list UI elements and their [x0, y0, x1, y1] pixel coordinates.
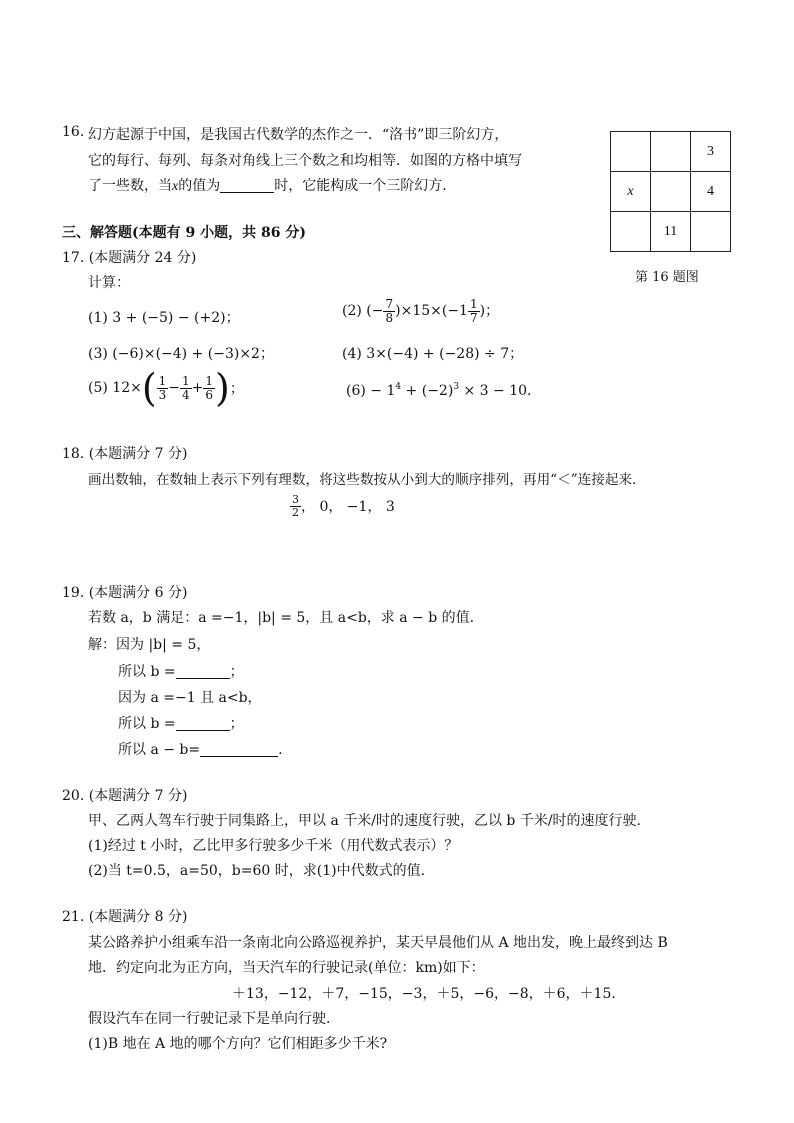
- q19-step-1-semicolon: ；: [229, 664, 244, 680]
- q17-part2-label: (2) (−: [342, 303, 384, 320]
- q17-header: 17. (本题满分 24 分): [62, 250, 197, 266]
- q18-text: 画出数轴，在数轴上表示下列有理数，将这些数按从小到大的顺序排列，再用“＜”连接起来.: [88, 472, 637, 488]
- grid-cell: [651, 172, 691, 212]
- fraction-denominator: 6: [205, 387, 214, 402]
- q17-part6-a: (6) − 1: [346, 383, 396, 399]
- fraction-numerator: 3: [292, 493, 299, 506]
- q17-part5: [88, 366, 244, 410]
- fraction-denominator: 7: [469, 310, 478, 325]
- section-title: 三、解答题(本题有 9 小题，共 86 分): [62, 225, 306, 241]
- q19-step-3-semicolon: ；: [229, 716, 244, 732]
- q17-part5-op1: −: [168, 380, 181, 396]
- q16-line1: 幻方起源于中国，是我国古代数学的杰作之一．“洛书”即三阶幻方，: [88, 127, 509, 143]
- q21-driving-record: ＋13，−12，＋7，−15，−3，＋5，−6，−8，＋6，＋15.: [232, 986, 616, 1002]
- q19-blank-1[interactable]: [176, 664, 230, 679]
- q17-part1: (1) 3 + (−5) − (+2)；: [88, 310, 240, 326]
- q17-part6-c: × 3 − 10.: [459, 383, 532, 399]
- q16-line3-a: 了一些数，当: [88, 178, 172, 194]
- q17-part5-op2: +: [191, 380, 204, 396]
- grid-cell: [611, 212, 651, 252]
- grid-cell: [651, 132, 691, 172]
- q17-part4: (4) 3×(−4) + (−28) ÷ 7；: [342, 346, 524, 362]
- q16-var-x: x: [172, 179, 179, 194]
- q18-fraction: [290, 494, 301, 518]
- q19-step-1: [118, 661, 244, 681]
- grid-cell: [691, 212, 731, 252]
- q16-line3-b: 的值为: [178, 178, 221, 194]
- q21-line1: 某公路养护小组乘车沿一条南北向公路巡视养护，某天早晨他们从 A 地出发，晚上最终到达 B: [88, 935, 668, 951]
- q17-part5-fraction-2: [180, 375, 192, 401]
- magic-square-grid: [610, 131, 731, 252]
- q17-part2: [342, 298, 499, 324]
- grid-cell: [611, 132, 651, 172]
- q16-line3-c: 时，它能构成一个三阶幻方．: [274, 178, 457, 194]
- q19-step-4: [118, 739, 283, 759]
- q17-intro: 计算：: [88, 275, 130, 291]
- q18-numbers: [290, 494, 395, 518]
- q21-line4: 假设汽车在同一行驶记录下是单向行驶.: [88, 1011, 331, 1027]
- q16-figure-caption: 第 16 题图: [635, 270, 699, 285]
- q19-step-3: [118, 713, 244, 733]
- grid-cell: 3: [691, 132, 731, 172]
- q17-part5-end: ；: [229, 381, 244, 397]
- q17-part6-exponent-1: 4: [395, 382, 402, 392]
- right-paren: ): [215, 366, 230, 410]
- q19-blank-2[interactable]: [176, 716, 230, 731]
- q17-part6: [346, 382, 531, 399]
- q17-part5-fraction-1: [157, 375, 169, 401]
- q17-part2-end: )；: [479, 303, 500, 320]
- grid-cell: 4: [691, 172, 731, 212]
- q17-part6-exponent-2: 3: [453, 382, 460, 392]
- grid-cell: [611, 172, 651, 212]
- q20-part2: (2)当 t=0.5，a=50，b=60 时，求(1)中代数式的值.: [88, 863, 426, 879]
- q17-part6-b: + (−2): [401, 383, 454, 399]
- q16-answer-blank[interactable]: [220, 178, 274, 193]
- q21-header: 21. (本题满分 8 分): [62, 909, 188, 925]
- q16-line3: [88, 175, 456, 195]
- q17-part5-fraction-3: [203, 375, 215, 401]
- fraction-denominator: 2: [292, 505, 299, 519]
- q18-number-list: ， 0， −1， 3: [301, 499, 395, 516]
- q19-step-3-text: 所以 b =: [118, 716, 176, 732]
- fraction-numerator: 1: [182, 373, 190, 388]
- fraction-numerator: 1: [469, 297, 478, 311]
- q20-part1: (1)经过 t 小时，乙比甲多行驶多少千米（用代数式表示）？: [88, 838, 459, 854]
- fraction-denominator: 8: [385, 310, 394, 325]
- q19-step-4-text: 所以 a − b=: [118, 742, 201, 758]
- q17-part2-fraction: [383, 298, 395, 324]
- q19-step-4-period: .: [278, 742, 283, 758]
- q19-problem: 若数 a，b 满足：a =−1，|b| = 5，且 a<b，求 a − b 的值.: [88, 610, 475, 626]
- q21-line2: 地．约定向北为正方向，当天汽车的行驶记录(单位：km)如下：: [88, 960, 485, 976]
- q21-part1: (1)B 地在 A 地的哪个方向？它们相距多少千米?: [88, 1036, 388, 1052]
- fraction-numerator: 1: [158, 373, 167, 388]
- q20-header: 20. (本题满分 7 分): [62, 788, 188, 804]
- grid-var-x: x: [627, 183, 634, 199]
- left-paren: (: [141, 366, 157, 410]
- fraction-denominator: 4: [182, 387, 190, 402]
- q17-part2-mid: )×15×(−1: [395, 303, 468, 320]
- fraction-numerator: 1: [205, 373, 214, 388]
- q19-step-2: 因为 a =−1 且 a<b，: [118, 690, 262, 706]
- q16-line2: 它的每行、每列、每条对角线上三个数之和均相等．如图的方格中填写: [88, 153, 522, 169]
- q20-line1: 甲、乙两人驾车行驶于同集路上，甲以 a 千米/时的速度行驶，乙以 b 千米/时的速度行驶.: [88, 813, 641, 829]
- fraction-denominator: 3: [158, 387, 167, 402]
- q17-part5-label: (5) 12×: [88, 380, 142, 396]
- q19-header: 19. (本题满分 6 分): [62, 585, 188, 601]
- q19-blank-3[interactable]: [200, 742, 278, 757]
- grid-cell: 11: [651, 212, 691, 252]
- q19-solution-start: 解：因为 |b| = 5，: [88, 637, 211, 653]
- q17-part3: (3) (−6)×(−4) + (−3)×2；: [88, 346, 274, 362]
- q19-step-1-text: 所以 b =: [118, 664, 176, 680]
- fraction-numerator: 7: [385, 297, 394, 311]
- q17-part2-mixed-fraction: [468, 298, 480, 324]
- q18-header: 18. (本题满分 7 分): [62, 446, 188, 462]
- q16-number: 16.: [62, 124, 85, 140]
